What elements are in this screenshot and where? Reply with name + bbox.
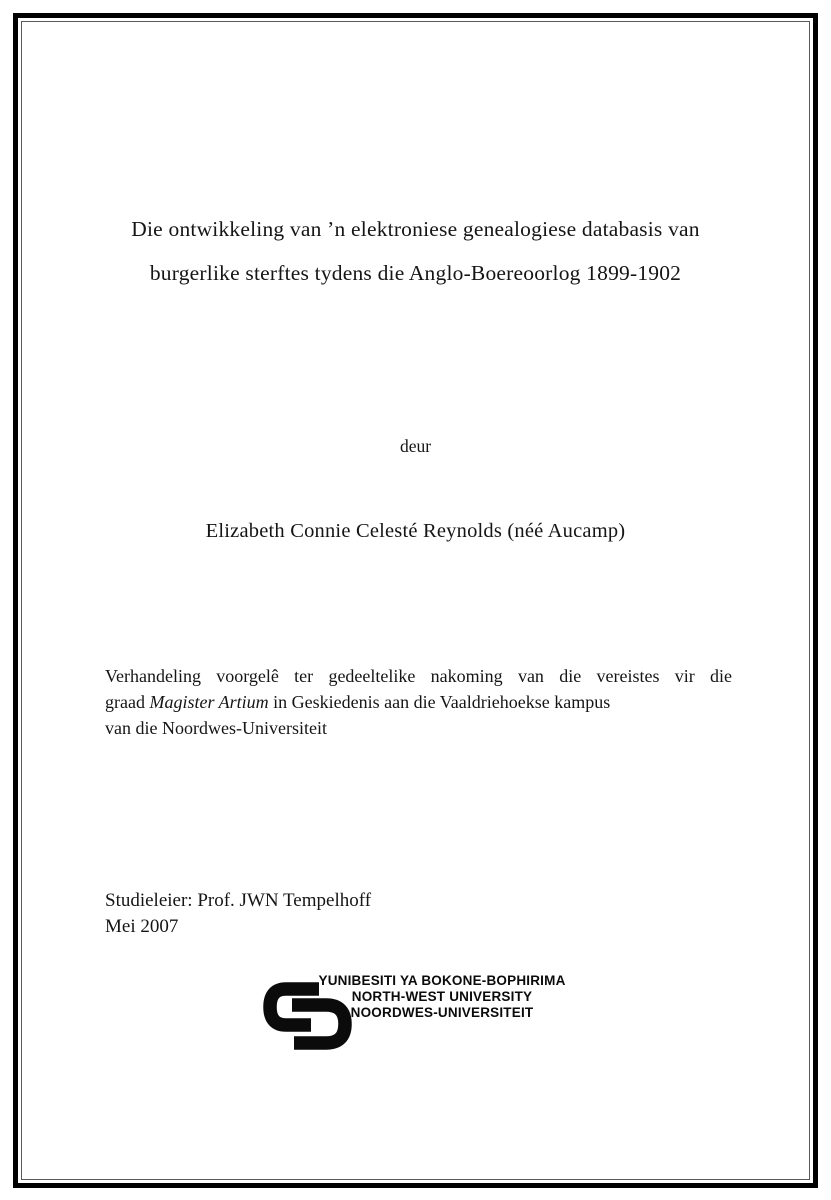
submission-line2-pre: graad — [105, 692, 150, 712]
submission-line2 — [105, 689, 732, 715]
submission-degree-italic: Magister Artium — [149, 692, 269, 712]
supervisor-line: Studieleier: Prof. JWN Tempelhoff — [105, 890, 372, 911]
author-name: Elizabeth Connie Celesté Reynolds (néé Aucamp) — [205, 520, 626, 542]
submission-line3: van die Noordwes-Universiteit — [105, 718, 327, 738]
submission-line2-post: in Geskiedenis aan die Vaaldriehoekse kampus — [268, 692, 611, 712]
logo-text-afrikaans: NOORDWES-UNIVERSITEIT — [350, 1005, 534, 1021]
logo-text-english: NORTH-WEST UNIVERSITY — [351, 989, 533, 1005]
thesis-title-line2: burgerlike sterftes tydens die Anglo-Boereoorlog 1899-1902 — [149, 261, 682, 285]
logo-text-setswana: YUNIBESITI YA BOKONE-BOPHIRIMA — [318, 973, 566, 988]
byline-label: deur — [399, 436, 432, 456]
thesis-title-line1: Die ontwikkeling van ’n elektroniese genealogiese databasis van — [131, 217, 700, 241]
thesis-title — [60, 207, 771, 295]
date-line: Mei 2007 — [105, 916, 179, 937]
submission-line1: Verhandeling voorgelê ter gedeeltelike nakoming van die vereistes vir die — [105, 666, 732, 686]
supervisor-block — [105, 888, 371, 940]
submission-statement — [105, 663, 732, 741]
university-logo — [0, 971, 831, 1056]
university-logo-text — [315, 973, 569, 1022]
